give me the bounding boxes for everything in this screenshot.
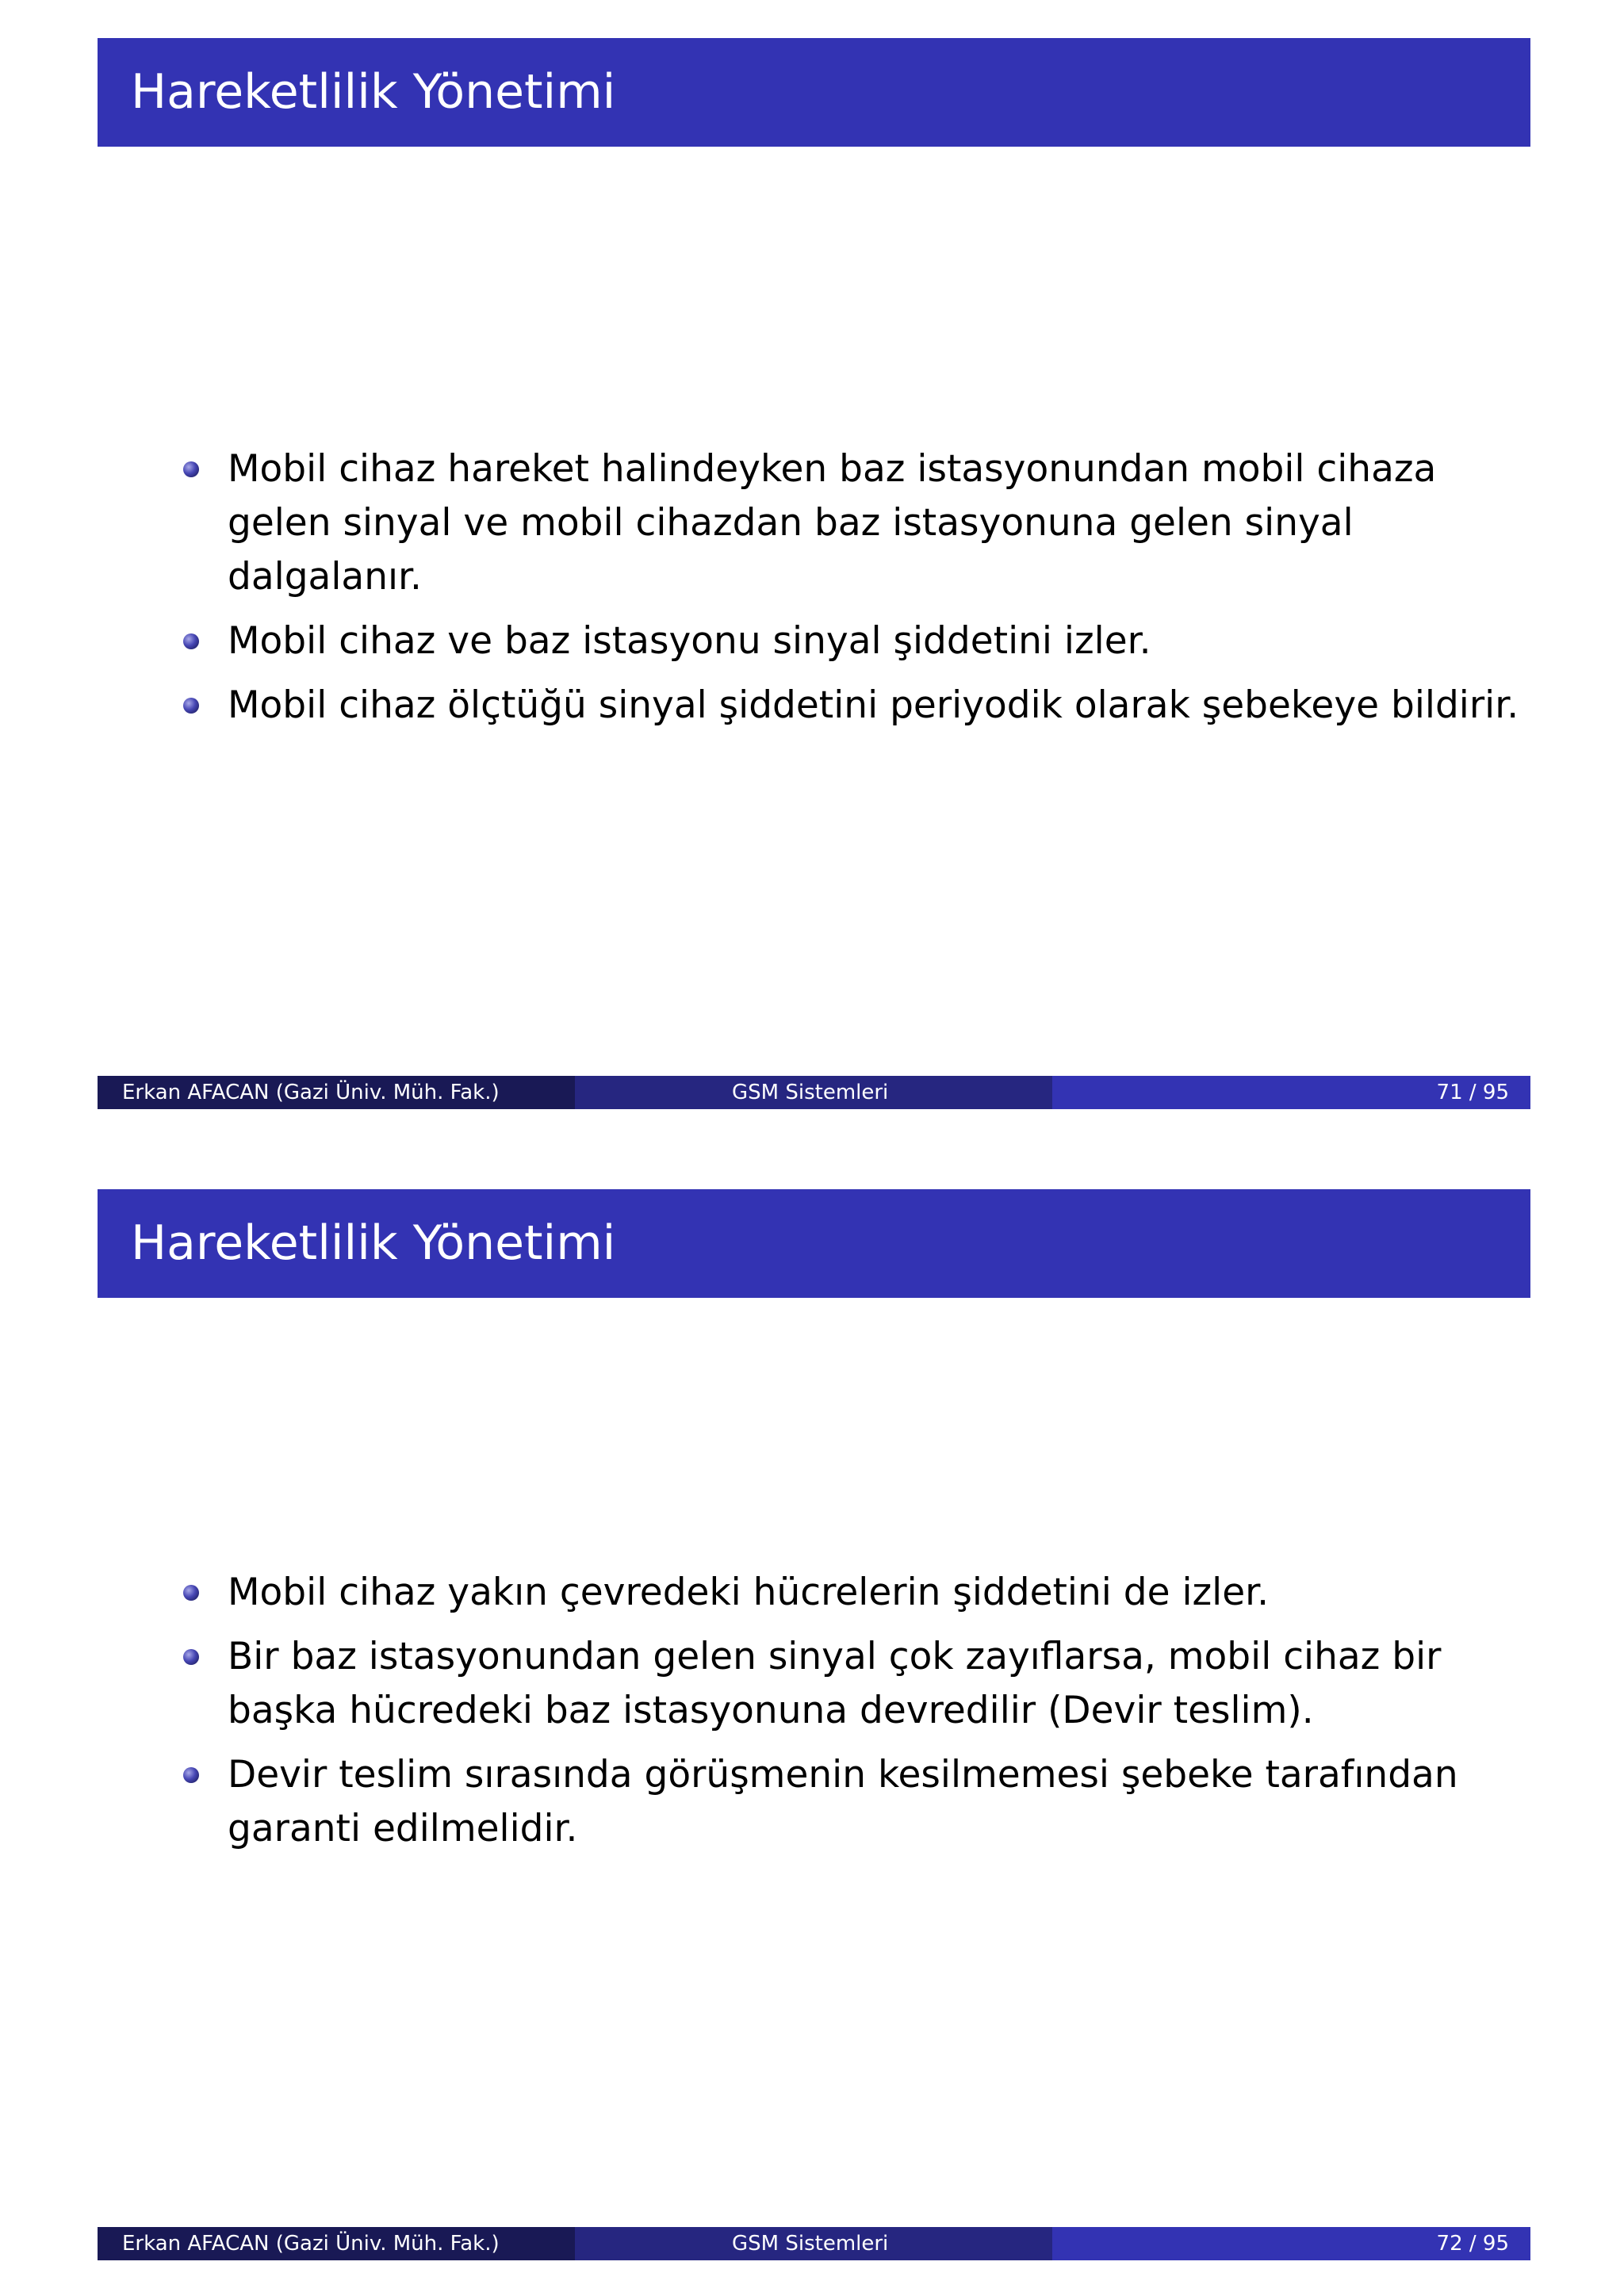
bullet-text: Mobil cihaz hareket halindeyken baz istasyonundan mobil cihaza gelen sinyal ve mobil cihazdan baz istasyonuna gelen sinyal dalgalanır.	[228, 447, 1437, 599]
footer-page-segment	[1052, 2227, 1530, 2260]
bullet-text: Mobil cihaz ölçtüğü sinyal şiddetini periyodik olarak şebekeye bildirir.	[228, 683, 1519, 727]
slide-title-bar	[98, 38, 1530, 147]
slide-footer	[98, 2227, 1530, 2260]
bullet-item	[183, 1748, 1531, 1856]
bullet-icon	[183, 461, 199, 477]
bullet-text: Bir baz istasyonundan gelen sinyal çok zayıflarsa, mobil cihaz bir başka hücredeki baz istasyonuna devredilir (Devir teslim).	[228, 1635, 1442, 1732]
bullet-icon	[183, 698, 199, 714]
bullet-text: Devir teslim sırasında görüşmenin kesilmemesi şebeke tarafından garanti edilmelidir.	[228, 1753, 1458, 1850]
bullet-item	[183, 679, 1531, 733]
slide-71	[98, 38, 1530, 1113]
bullet-text: Mobil cihaz yakın çevredeki hücrelerin şiddetini de izler.	[228, 1571, 1270, 1614]
footer-author: Erkan AFACAN (Gazi Üniv. Müh. Fak.)	[122, 1081, 500, 1104]
footer-title: GSM Sistemleri	[732, 1081, 889, 1104]
bullet-item	[183, 614, 1531, 668]
slide-title: Hareketlilik Yönetimi	[131, 1215, 616, 1271]
slide-footer	[98, 1076, 1530, 1109]
bullet-icon	[183, 1649, 199, 1665]
bullet-item	[183, 1630, 1531, 1738]
footer-author-segment	[98, 1076, 575, 1109]
footer-author: Erkan AFACAN (Gazi Üniv. Müh. Fak.)	[122, 2232, 500, 2256]
footer-title-segment	[575, 1076, 1052, 1109]
bullet-icon	[183, 1767, 199, 1783]
footer-title-segment	[575, 2227, 1052, 2260]
bullet-icon	[183, 633, 199, 649]
slide-72	[98, 1189, 1530, 2264]
slide-title: Hareketlilik Yönetimi	[131, 64, 616, 120]
page-number: 71 / 95	[1436, 1081, 1509, 1104]
slide-title-bar	[98, 1189, 1530, 1298]
bullet-list	[183, 442, 1531, 743]
footer-page-segment	[1052, 1076, 1530, 1109]
bullet-icon	[183, 1585, 199, 1601]
footer-author-segment	[98, 2227, 575, 2260]
page-number: 72 / 95	[1436, 2232, 1509, 2256]
bullet-text: Mobil cihaz ve baz istasyonu sinyal şiddetini izler.	[228, 619, 1151, 663]
bullet-item	[183, 442, 1531, 604]
footer-title: GSM Sistemleri	[732, 2232, 889, 2256]
bullet-list	[183, 1566, 1531, 1866]
bullet-item	[183, 1566, 1531, 1620]
